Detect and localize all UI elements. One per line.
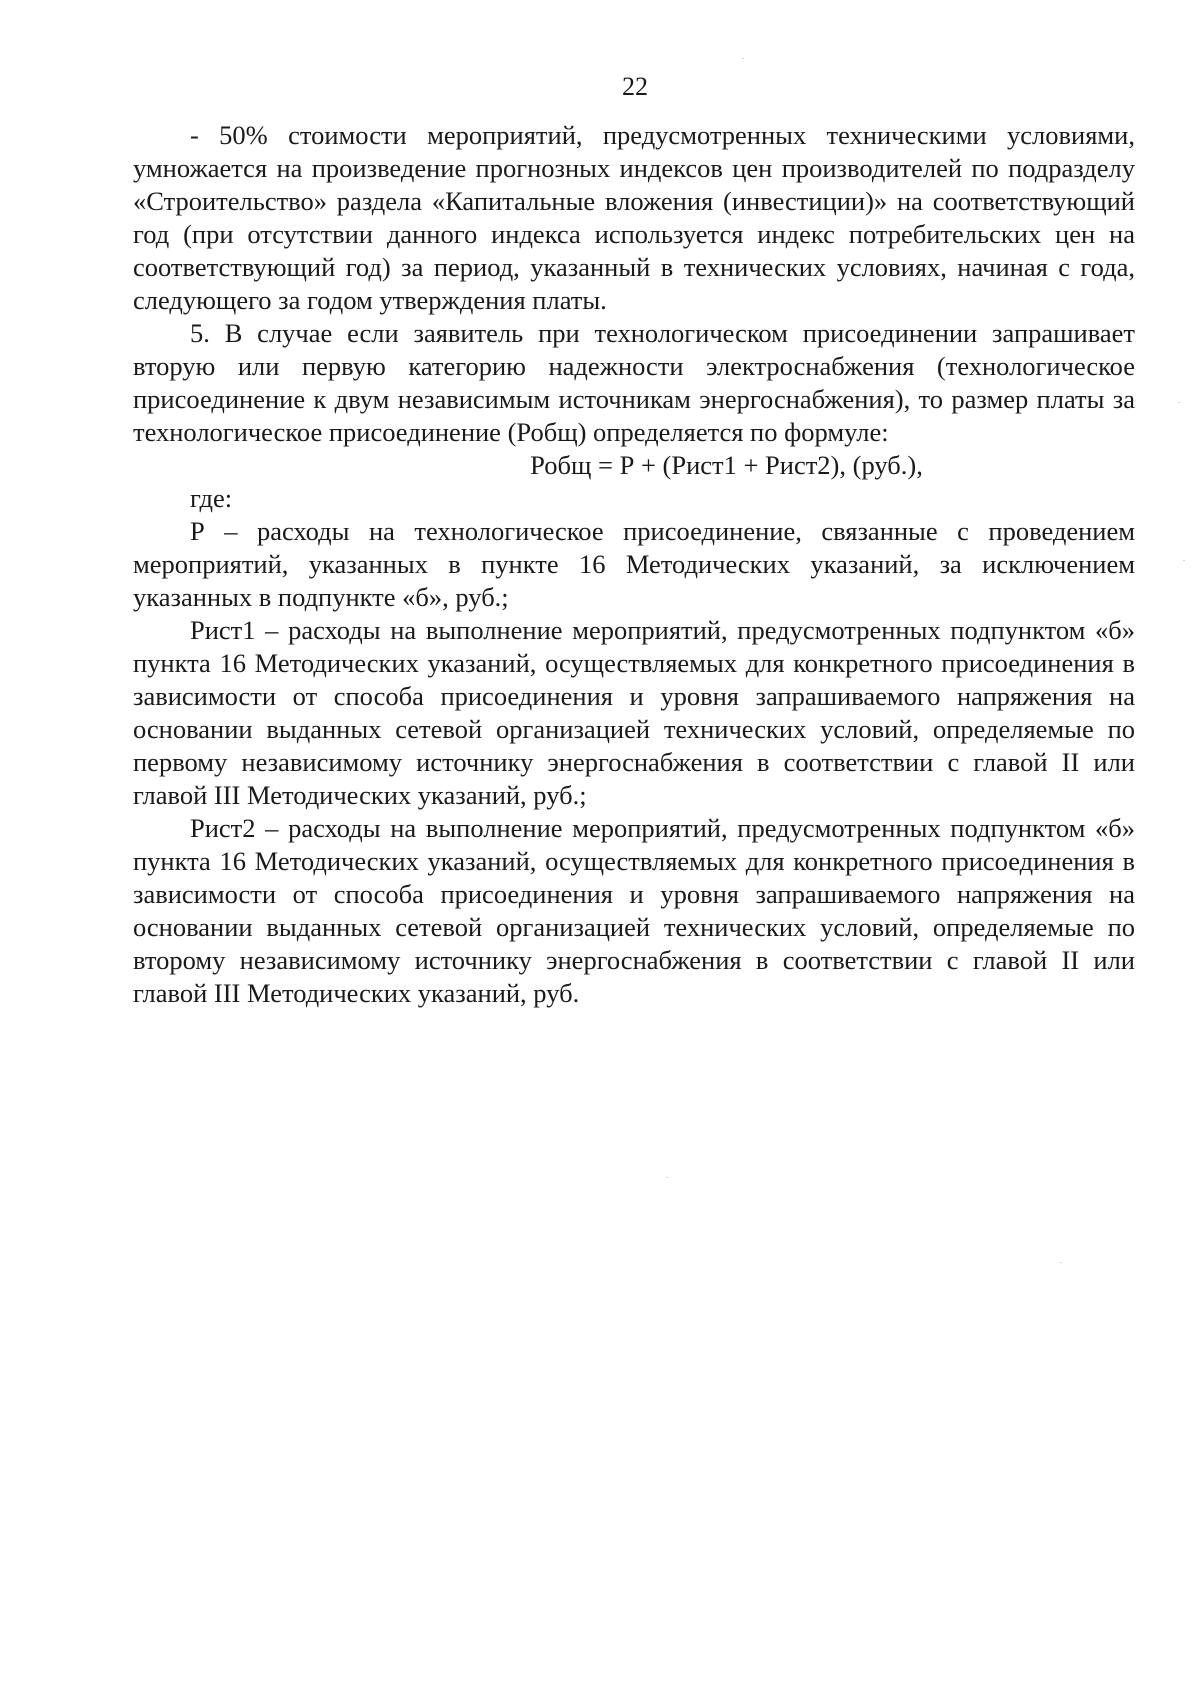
scan-speck [666,1177,668,1178]
formula-total-fee: Робщ = Р + (Рист1 + Рист2), (руб.), [530,450,923,480]
scan-speck [1178,402,1180,403]
definition-p-source-2: Рист2 – расходы на выполнение мероприятий, предусмотренных подпунктом «б» пункта 16 Методических указаний, осуществляемых для конкретного присоединения в зависимости от способа присоединения и уровня запрашиваемого напряжения на основании выданных сетевой организацией технических условий, определяемые по второму независимому источнику энергоснабжения в соответствии с главой II или главой III Методических указаний, руб. [133,813,1135,1008]
document-body [133,119,1135,1010]
scan-speck [1183,560,1185,561]
where-label: где: [190,483,233,513]
paragraph-reliability-category: 5. В случае если заявитель при технологическом присоединении запрашивает вторую или первую категорию надежности электроснабжения (технологическое присоединение к двум независимым источникам энергоснабжения), то размер платы за технологическое присоединение (Робщ) определяется по формуле: [133,318,1135,447]
page-number: 22 [622,72,648,101]
definition-p-source-1: Рист1 – расходы на выполнение мероприятий, предусмотренных подпунктом «б» пункта 16 Методических указаний, осуществляемых для конкретного присоединения в зависимости от способа присоединения и уровня запрашиваемого напряжения на основании выданных сетевой организацией технических условий, определяемые по первому независимому источнику энергоснабжения в соответствии с главой II или главой III Методических указаний, руб.; [133,615,1135,810]
paragraph-cost-indexation: - 50% стоимости мероприятий, предусмотренных техническими условиями, умножается на произведение прогнозных индексов цен производителей по подразделу «Строительство» раздела «Капитальные вложения (инвестиции)» на соответствующий год (при отсутствии данного индекса используется индекс потребительских цен на соответствующий год) за период, указанный в технических условиях, начиная с года, следующего за годом утверждения платы. [133,120,1135,315]
scan-speck [742,58,744,59]
scan-speck [1060,1262,1062,1263]
definition-p: Р – расходы на технологическое присоединение, связанные с проведением мероприятий, указанных в пункте 16 Методических указаний, за исключением указанных в подпункте «б», руб.; [133,516,1135,612]
